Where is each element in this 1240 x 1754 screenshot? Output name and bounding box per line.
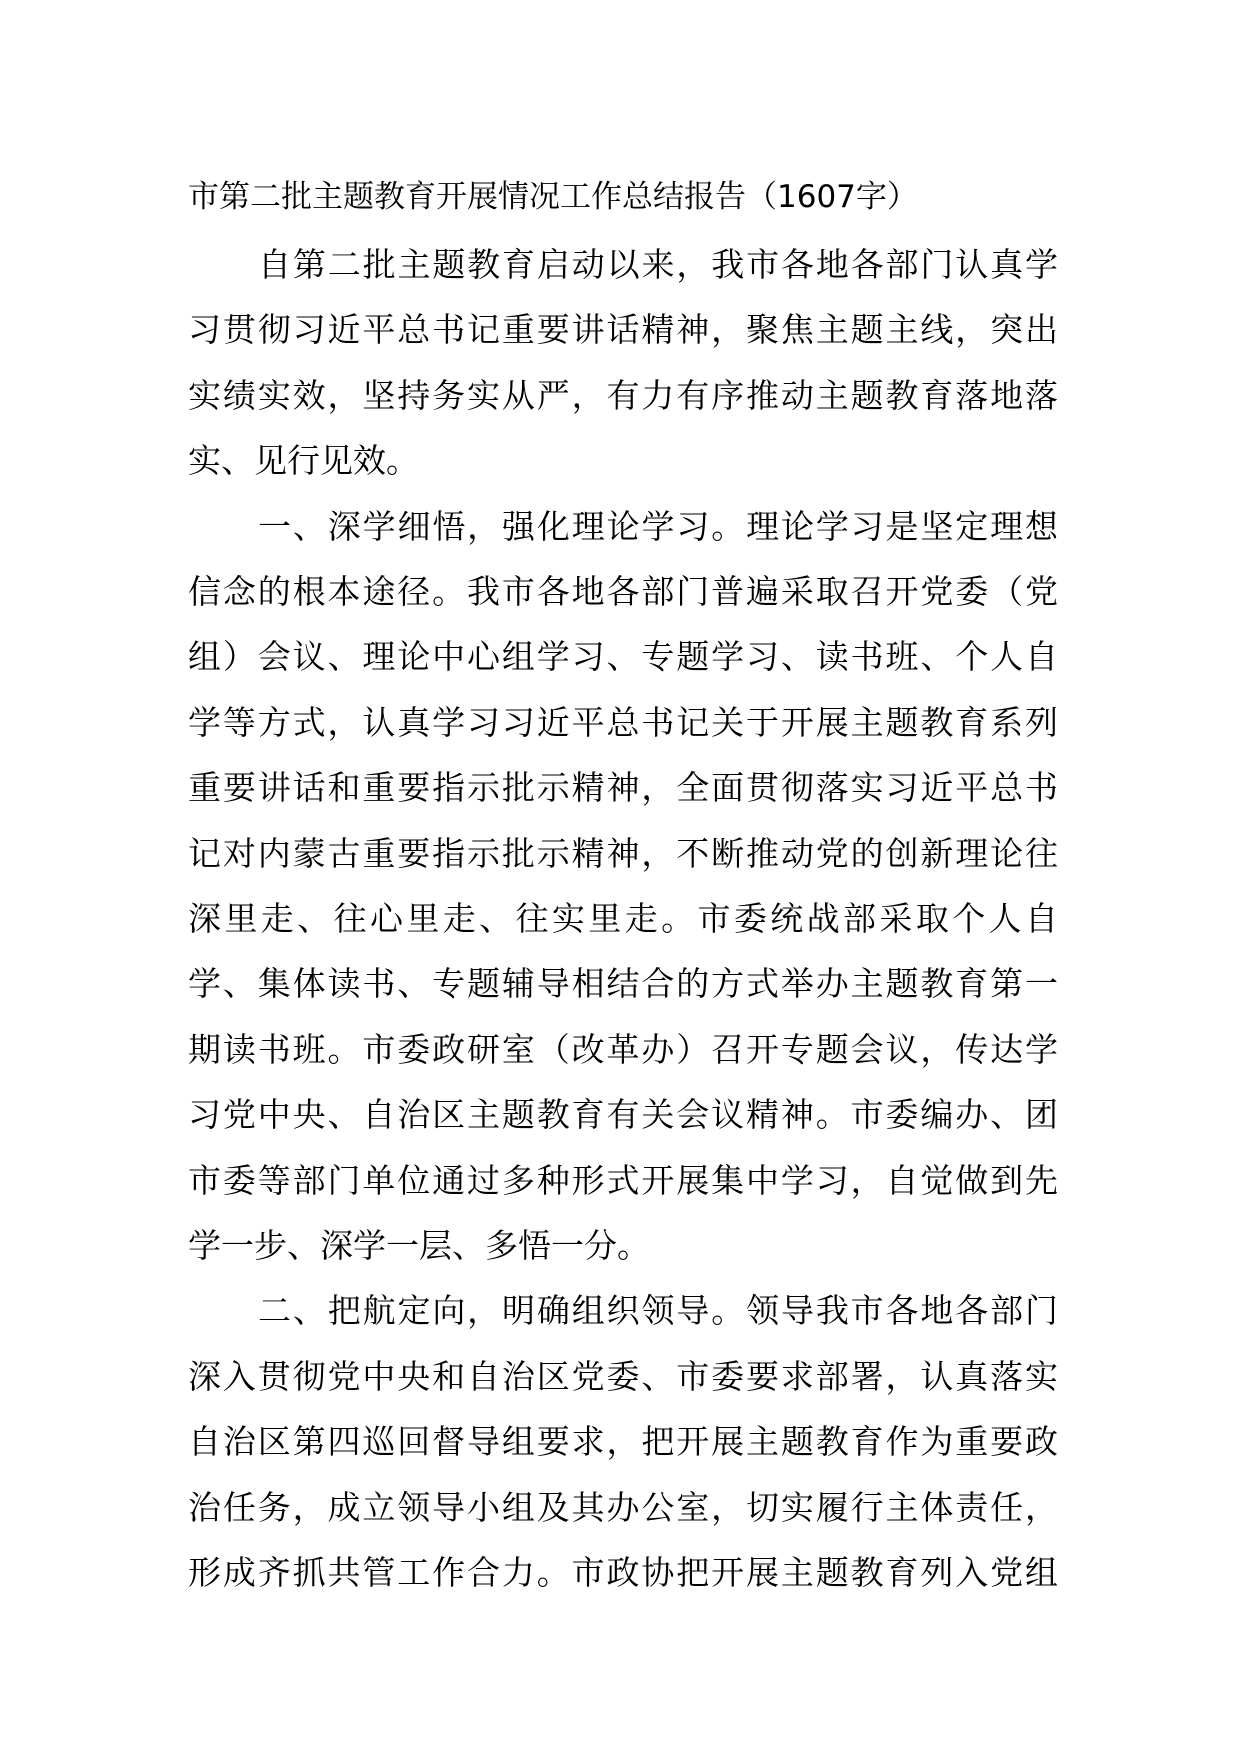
paragraph-line: 一、深学细悟，强化理论学习。理论学习是坚定理想	[258, 507, 1058, 546]
paragraph-line: 自治区第四巡回督导组要求，把开展主题教育作为重要政	[188, 1422, 1058, 1461]
paragraph-line: 治任务，成立领导小组及其办公室，切实履行主体责任，	[188, 1488, 1058, 1527]
paragraph-line: 深入贯彻党中央和自治区党委、市委要求部署，认真落实	[188, 1357, 1058, 1396]
paragraph-line: 形成齐抓共管工作合力。市政协把开展主题教育列入党组	[188, 1553, 1058, 1592]
paragraph-line: 实绩实效，坚持务实从严，有力有序推动主题教育落地落	[188, 376, 1058, 415]
paragraph-line: 重要讲话和重要指示批示精神，全面贯彻落实习近平总书	[188, 768, 1058, 807]
paragraph-line: 市委等部门单位通过多种形式开展集中学习，自觉做到先	[188, 1161, 1058, 1200]
paragraph-line: 组）会议、理论中心组学习、专题学习、读书班、个人自	[188, 637, 1058, 676]
paragraph-line: 学、集体读书、专题辅导相结合的方式举办主题教育第一	[188, 964, 1058, 1003]
paragraph-line: 学一步、深学一层、多悟一分。	[188, 1226, 650, 1265]
document-title: 市第二批主题教育开展情况工作总结报告（1607字）	[188, 179, 918, 215]
paragraph-line: 二、把航定向，明确组织领导。领导我市各地各部门	[258, 1291, 1058, 1330]
paragraph-line: 自第二批主题教育启动以来，我市各地各部门认真学	[258, 245, 1058, 284]
paragraph-line: 记对内蒙古重要指示批示精神，不断推动党的创新理论往	[188, 834, 1058, 873]
paragraph-line: 习贯彻习近平总书记重要讲话精神，聚焦主题主线，突出	[188, 310, 1058, 349]
document-page	[188, 0, 1058, 1754]
paragraph-line: 习党中央、自治区主题教育有关会议精神。市委编办、团	[188, 1095, 1058, 1134]
paragraph-line: 信念的根本途径。我市各地各部门普遍采取召开党委（党	[188, 572, 1058, 611]
paragraph-line: 学等方式，认真学习习近平总书记关于开展主题教育系列	[188, 703, 1058, 742]
paragraph-line: 实、见行见效。	[188, 441, 419, 480]
paragraph-line: 深里走、往心里走、往实里走。市委统战部采取个人自	[188, 899, 1058, 938]
paragraph-line: 期读书班。市委政研室（改革办）召开专题会议，传达学	[188, 1030, 1058, 1069]
